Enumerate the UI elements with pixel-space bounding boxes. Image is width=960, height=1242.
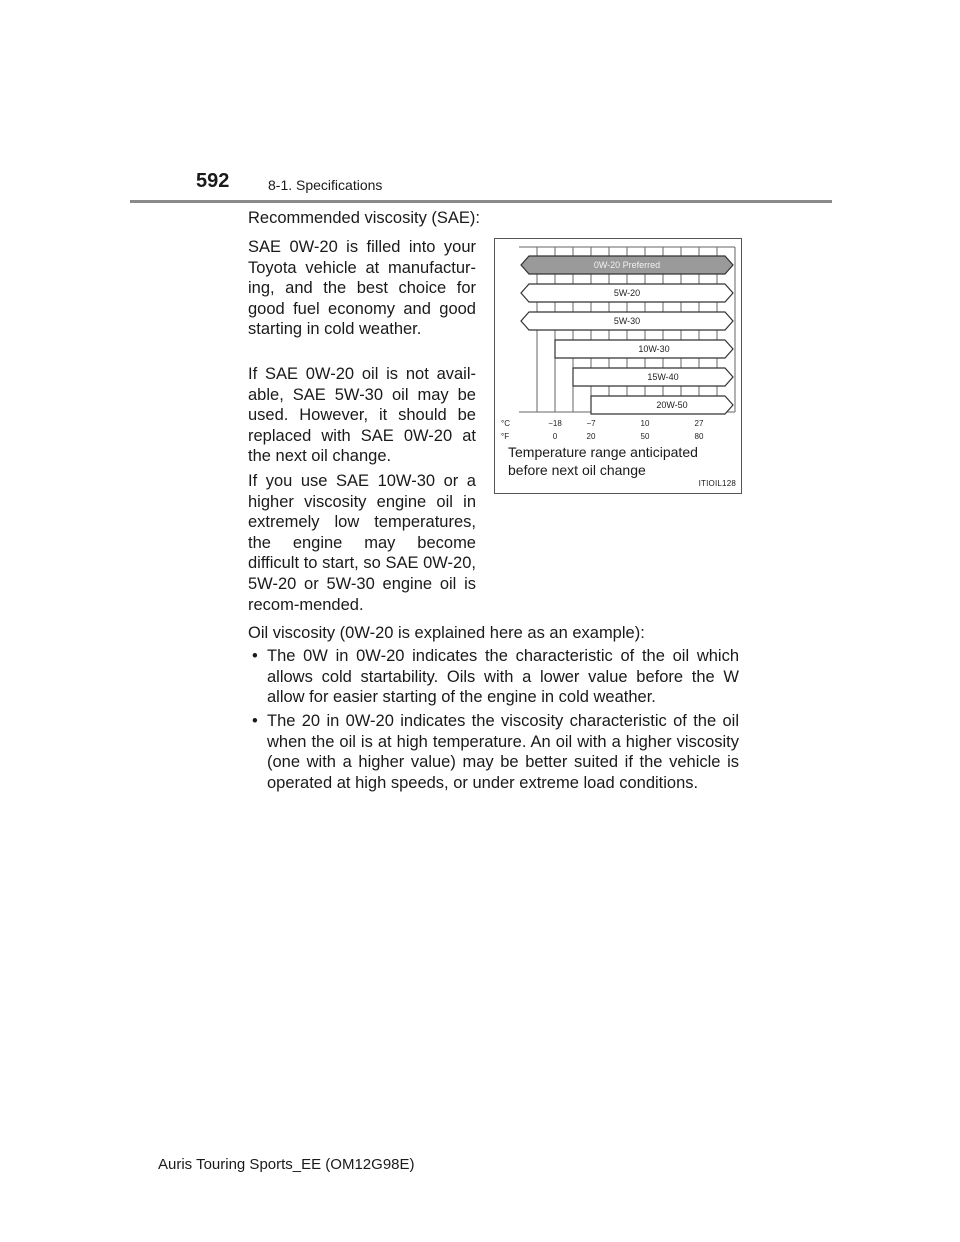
paragraph-10w30: If you use SAE 10W-30 or a higher viscosity engine oil in extremely low temperatures, the engine may become difficult to start, so SAE 0W-20, 5W-20 or 5W-30 engine oil is recom-mended. [248, 472, 476, 614]
tick-label-c: −7 [586, 419, 596, 428]
tick-label-f: 0 [552, 432, 558, 441]
bar-label-10w-30: 10W-30 [638, 344, 670, 355]
paragraph-5w30: If SAE 0W-20 oil is not avail-able, SAE 5W-30 oil may be used. However, it should be replaced with SAE 0W-20 at the next oil change. [248, 365, 476, 466]
bar-label-20w-50: 20W-50 [656, 400, 688, 411]
bar-label-15w-40: 15W-40 [647, 372, 679, 383]
tick-label-c: −18 [548, 419, 562, 428]
tick-label-f: 50 [640, 432, 650, 441]
viscosity-heading: Recommended viscosity (SAE): [248, 209, 480, 227]
figure-id: ITIOIL128 [698, 479, 736, 488]
bullet-glyph: • [252, 712, 258, 730]
tick-label-c: 10 [640, 419, 650, 428]
footer-text: Auris Touring Sports_EE (OM12G98E) [158, 1156, 415, 1173]
caption-line-1: Temperature range anticipated [508, 444, 698, 460]
chart-caption [508, 443, 698, 479]
bullet-text: The 0W in 0W-20 indicates the characteristic of the oil which allows cold startability. Oils with a lower value before the W allow for easier starting of the engine in cold weather. [267, 647, 739, 707]
tick-label-f: 20 [586, 432, 596, 441]
page-number: 592 [196, 170, 230, 192]
bullet-text: The 20 in 0W-20 indicates the viscosity characteristic of the oil when the oil is at high temperature. An oil with a higher viscosity (one with a higher value) may be better suited if the vehicle is operated at high speeds, or under extreme load conditions. [267, 712, 739, 792]
header-rule [130, 200, 832, 203]
tick-label-c: 27 [694, 419, 704, 428]
bar-label-5w-30: 5W-30 [613, 316, 641, 327]
unit-fahrenheit: °F [501, 432, 510, 441]
unit-celsius: °C [501, 419, 510, 428]
paragraph-example: Oil viscosity (0W-20 is explained here as an example): [248, 624, 645, 642]
bar-label-0w-20: 0W-20 Preferred [593, 260, 661, 271]
tick-label-f: 80 [694, 432, 704, 441]
bullet-item-hot [252, 711, 739, 793]
caption-line-2: before next oil change [508, 462, 646, 478]
bar-label-5w-20: 5W-20 [613, 288, 641, 299]
viscosity-chart-figure [494, 238, 742, 494]
paragraph-0w20: SAE 0W-20 is filled into your Toyota vehicle at manufactur-ing, and the best choice for good fuel economy and good starting in cold weather. [248, 238, 476, 339]
section-title: 8-1. Specifications [268, 177, 383, 193]
bullet-item-cold [252, 646, 739, 708]
bullet-glyph: • [252, 647, 258, 665]
